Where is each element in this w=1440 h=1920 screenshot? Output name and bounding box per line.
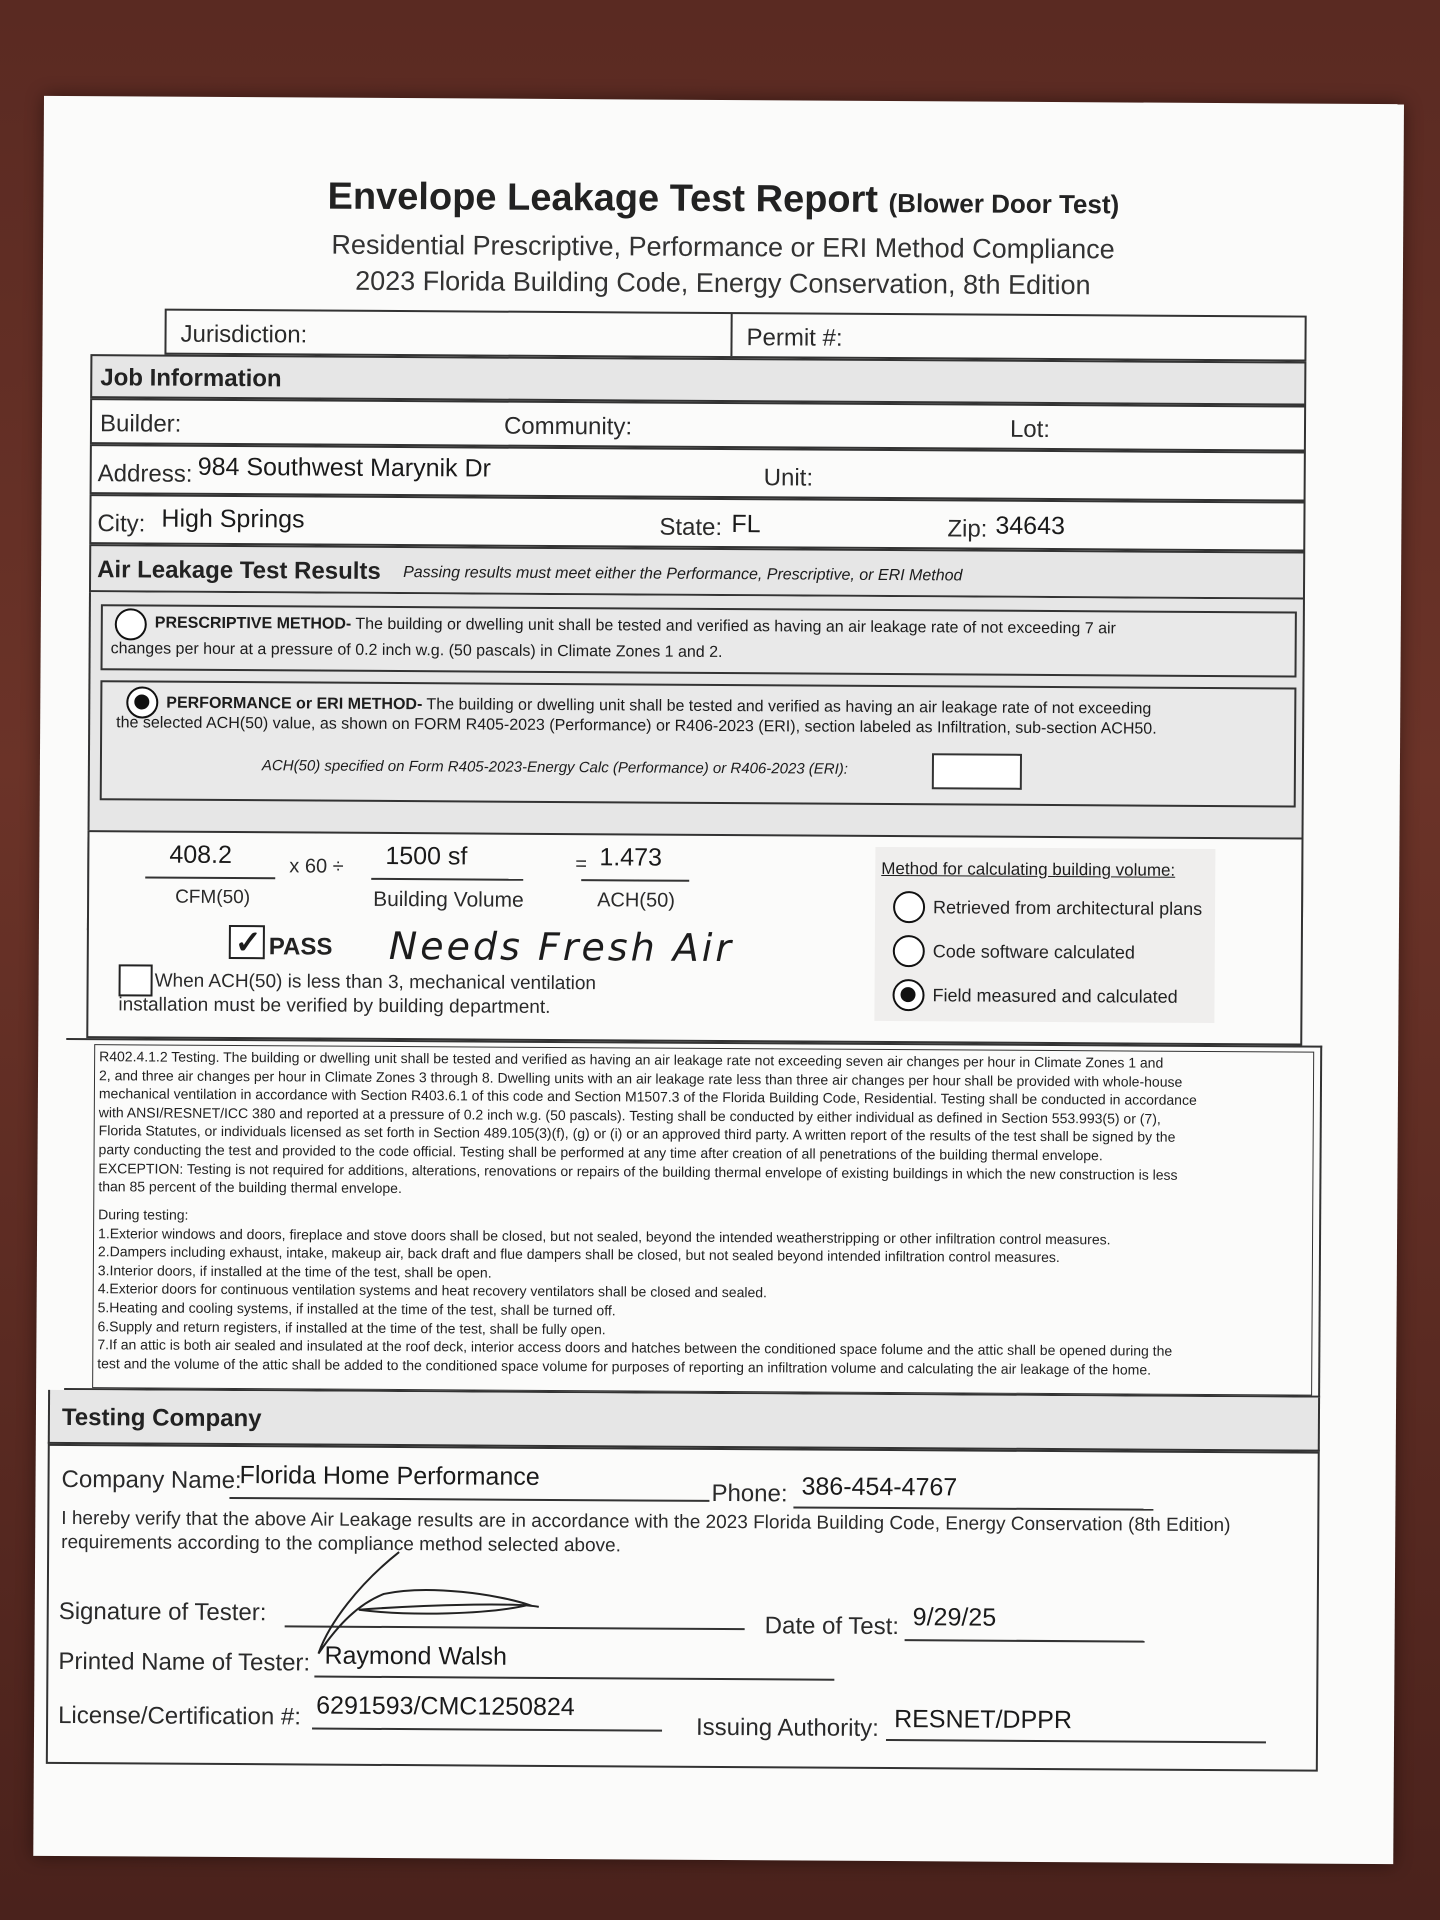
city-row	[89, 494, 1305, 551]
code-text-box	[64, 1038, 1322, 1398]
method-label-plans: Retrieved from architectural plans	[933, 897, 1203, 919]
phone-value: 386-454-4767	[801, 1472, 958, 1502]
step-line: 4.Exterior doors for continuous ventilation systems and heat recovery ventilators shall be closed and sealed.	[97, 1280, 768, 1301]
job-info-header	[90, 354, 1306, 405]
printed-name-line	[314, 1676, 834, 1681]
code-line: EXCEPTION: Testing is not required for additions, alterations, renovations or repairs of the building thermal envelope of existing buildings in which the new construction is less	[98, 1159, 1178, 1183]
builder-row	[90, 398, 1306, 451]
method-radio-plans[interactable]	[893, 891, 925, 923]
performance-method-box	[100, 680, 1297, 807]
zip-value: 34643	[995, 511, 1066, 541]
pass-label: PASS	[268, 933, 333, 961]
date-label: Date of Test:	[764, 1612, 900, 1641]
permit-label: Permit #:	[746, 324, 843, 352]
title-suffix: (Blower Door Test)	[888, 188, 1120, 220]
unit-label: Unit:	[763, 464, 814, 492]
method-title: Method for calculating building volume:	[881, 858, 1176, 880]
step-line: test and the volume of the attic shall be added to the conditioned space volume for purposes of reporting an infiltration volume and calculating the air leakage of the home.	[97, 1354, 1152, 1378]
calculation-box	[86, 830, 1303, 1045]
code-line: mechanical ventilation in accordance with Section R403.6.1 of this code and Section M1507.3 of the Florida Building Code, Residential. Testing shall be conducted in accordance	[98, 1085, 1197, 1109]
printed-name-value: Raymond Walsh	[324, 1641, 508, 1671]
state-label: State:	[659, 513, 723, 541]
performance-desc1: The building or dwelling unit shall be tested and verified as having an air leakage rate of not exceeding	[422, 696, 1152, 718]
ach-value: 1.473	[599, 843, 663, 872]
check-mark-icon: ✓	[234, 924, 262, 961]
code-line: party conducting the test and provided to the code official. Testing shall be performed at any time after creation of all penetrations of the building thermal envelope.	[98, 1141, 1103, 1164]
verification-line-1: I hereby verify that the above Air Leakage results are in accordance with the 2023 Florida Building Code, Energy Conservation (8th Edition)	[61, 1507, 1231, 1537]
step-line: 5.Heating and cooling systems, if installed at the time of the test, shall be turned off.	[97, 1299, 616, 1319]
performance-text-line2: the selected ACH(50) value, as shown on FORM R405-2023 (Performance) or R406-2023 (ERI), section labeled as Infiltration, sub-section ACH50.	[116, 714, 1157, 738]
issuing-authority-label: Issuing Authority:	[695, 1713, 879, 1742]
testing-steps	[97, 1205, 1310, 1380]
ventilation-note-2: installation must be verified by building department.	[118, 994, 551, 1018]
title-main: Envelope Leakage Test Report	[327, 175, 879, 221]
multiply-sixty: x 60 ÷	[289, 855, 344, 878]
cfm-fraction-line	[145, 876, 275, 879]
prescriptive-method-box	[101, 604, 1297, 677]
air-leakage-header	[89, 544, 1305, 599]
prescriptive-text-line1	[155, 615, 1116, 639]
air-leakage-title: Air Leakage Test Results	[97, 556, 381, 585]
report-page	[33, 96, 1404, 1864]
equals-sign: =	[575, 853, 588, 876]
jurisdiction-permit-row	[164, 309, 1306, 362]
ach-spec-input[interactable]	[932, 753, 1022, 790]
state-value: FL	[731, 510, 761, 539]
license-line	[312, 1728, 662, 1732]
volume-value: 1500 sf	[385, 841, 468, 871]
date-value: 9/29/25	[912, 1603, 997, 1632]
code-inner-box	[92, 1044, 1314, 1395]
testing-company-title: Testing Company	[61, 1403, 262, 1433]
prescriptive-desc1: The building or dwelling unit shall be tested and verified as having an air leakage rate of not exceeding 7 air	[351, 615, 1116, 638]
testing-company-body	[46, 1444, 1320, 1772]
pass-checkbox[interactable]	[229, 925, 265, 959]
cfm-label: CFM(50)	[175, 886, 251, 909]
city-label: City:	[97, 510, 146, 538]
address-value: 984 Southwest Marynik Dr	[197, 452, 492, 483]
verification-line-2: requirements according to the compliance method selected above.	[61, 1531, 622, 1557]
step-line: 7.If an attic is both air sealed and insulated at the roof deck, interior access doors and hatches between the conditioned space folume and the attic shall be opened during the	[97, 1336, 1173, 1359]
performance-title: PERFORMANCE or ERI METHOD-	[166, 694, 423, 714]
testing-company-header	[48, 1390, 1320, 1452]
volume-label: Building Volume	[373, 887, 524, 912]
method-radio-software[interactable]	[893, 935, 925, 967]
ach-label: ACH(50)	[597, 889, 675, 912]
during-testing-title: During testing:	[98, 1206, 189, 1223]
date-line	[905, 1639, 1145, 1642]
subtitle-compliance: Residential Prescriptive, Performance or ERI Method Compliance	[331, 229, 1115, 265]
ventilation-note-1: When ACH(50) is less than 3, mechanical ventilation	[154, 970, 597, 995]
community-label: Community:	[503, 412, 633, 441]
job-info-title: Job Information	[100, 364, 282, 393]
method-radio-field[interactable]	[892, 979, 924, 1011]
step-line: 1.Exterior windows and doors, fireplace and stove doors shall be closed, but not sealed, beyond the intended weatherstripping or other infiltration control measures.	[98, 1224, 1111, 1247]
column-divider	[730, 314, 732, 356]
company-name-value: Florida Home Performance	[239, 1461, 540, 1491]
cfm-value: 408.2	[169, 840, 233, 870]
ach-spec-label: ACH(50) specified on Form R405-2023-Energy Calc (Performance) or R406-2023 (ERI):	[261, 757, 849, 778]
method-label-field: Field measured and calculated	[932, 985, 1178, 1007]
company-name-label: Company Name:	[61, 1465, 242, 1495]
printed-name-label: Printed Name of Tester:	[58, 1647, 311, 1677]
phone-line	[793, 1506, 1153, 1510]
code-line: than 85 percent of the building thermal envelope.	[98, 1178, 402, 1197]
volume-method-panel	[874, 847, 1215, 1023]
issuing-authority-value: RESNET/DPPR	[894, 1705, 1073, 1735]
license-label: License/Certification #:	[58, 1701, 301, 1731]
ventilation-checkbox[interactable]	[119, 964, 153, 996]
ach-fraction-line	[581, 879, 689, 882]
prescriptive-title: PRESCRIPTIVE METHOD-	[154, 614, 352, 633]
company-name-line	[229, 1497, 709, 1502]
zip-label: Zip:	[947, 515, 988, 543]
subtitle-code-edition: 2023 Florida Building Code, Energy Conservation, 8th Edition	[355, 265, 1091, 301]
code-line: with ANSI/RESNET/ICC 380 and reported at a pressure of 0.2 inch w.g. (50 pascals). Testing shall be conducted by either individual as defined in Section 553.993(5) or (7),	[98, 1103, 1161, 1127]
volume-fraction-line	[371, 878, 523, 881]
builder-label: Builder:	[99, 410, 182, 438]
step-line: 3.Interior doors, if installed at the time of the test, shall be open.	[97, 1261, 492, 1281]
jurisdiction-label: Jurisdiction:	[180, 320, 308, 349]
lot-label: Lot:	[1009, 415, 1051, 443]
prescriptive-text-line2: changes per hour at a pressure of 0.2 inch w.g. (50 pascals) in Climate Zones 1 and 2.	[110, 640, 723, 662]
address-label: Address:	[97, 460, 193, 488]
step-line: 2.Dampers including exhaust, intake, makeup air, back draft and flue dampers shall be closed, but not sealed beyond intended infiltration control measures.	[97, 1243, 1060, 1266]
license-value: 6291593/CMC1250824	[316, 1691, 575, 1722]
city-value: High Springs	[161, 504, 305, 534]
method-label-software: Code software calculated	[932, 941, 1135, 963]
prescriptive-radio[interactable]	[115, 608, 147, 640]
passing-note: Passing results must meet either the Performance, Prescriptive, or ERI Method	[403, 564, 963, 585]
code-paragraph	[98, 1047, 1311, 1203]
signature-label: Signature of Tester:	[58, 1597, 267, 1627]
phone-label: Phone:	[711, 1479, 788, 1508]
step-line: 6.Supply and return registers, if installed at the time of the test, shall be fully open.	[97, 1317, 606, 1337]
report-title	[43, 174, 1403, 225]
issuing-authority-line	[886, 1739, 1266, 1743]
handwritten-note: Needs Fresh Air	[388, 923, 735, 971]
code-line: R402.4.1.2 Testing. The building or dwelling unit shall be tested and verified as having an air leakage rate not exceeding seven air changes per hour in Climate Zones 1 and	[99, 1048, 1164, 1071]
code-line: Florida Statutes, or individuals licensed as set forth in Section 489.105(3)(f), (g) or (i) or an approved third party. A written report of the results of the test shall be signed by the	[98, 1122, 1176, 1146]
code-line: 2, and three air changes per hour in Climate Zones 3 through 8. Dwelling units with an air leakage rate less than three air changes per hour shall be provided with whole-house	[98, 1066, 1183, 1090]
address-row	[90, 444, 1306, 501]
